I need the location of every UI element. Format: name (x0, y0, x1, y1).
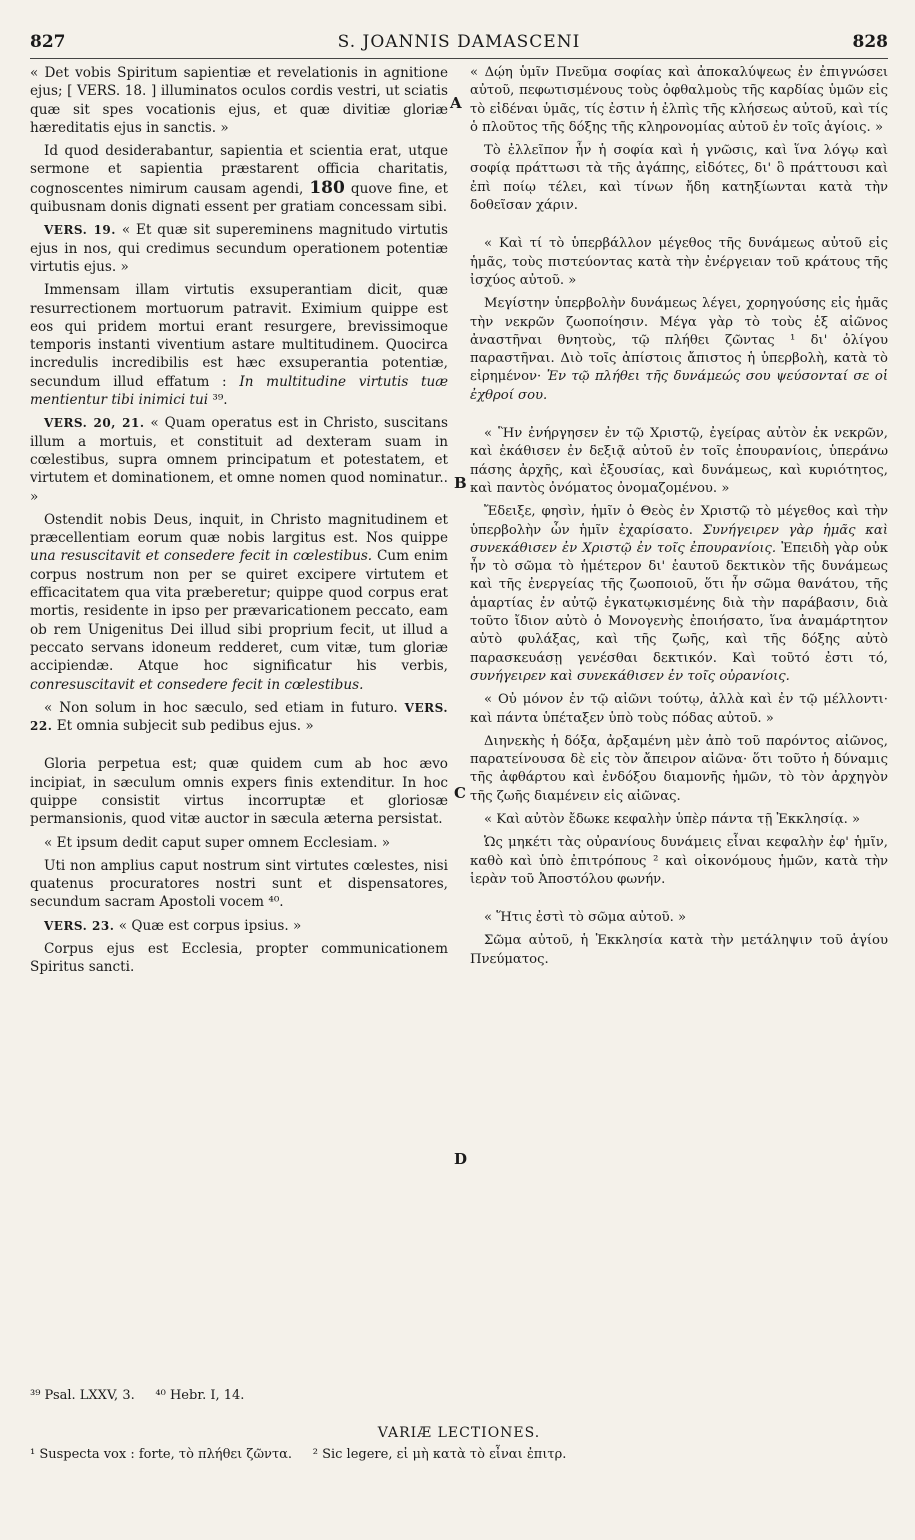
page (30, 28, 888, 1518)
latin-text: « Et quæ sit supereminens magnitudo virtutis ejus in nos, qui credimus secundum operationem potentiæ virtutis ejus. » (30, 222, 448, 275)
latin-text: Id quod desiderabantur, sapientia et scientia erat, utque sermone et sapientia præstarent officia charitatis, cognoscentes nimirum causam agendi, (30, 143, 448, 197)
greek-para: « Ἥτις ἐστὶ τὸ σῶμα αὐτοῦ. » (484, 910, 687, 926)
latin-column (30, 64, 448, 982)
verse-label: VERS. 19. (44, 223, 116, 238)
latin-para: « Det vobis Spiritum sapientiæ et revelationis in agnitione ejus; [ VERS. 18. ] illuminatos oculos cordis vestri, ut sciatis quæ sit spes vocationis ejus, et quæ divitiæ gloriæ hæreditatis ejus in sanctis. » (30, 65, 448, 136)
latin-text: « Quam operatus est in Christo, suscitans illum a mortuis, et constituit ad dexteram suam in cœlestibus, supra omnem principatum et potestatem, et virtutem et dominationem, et omne nomen quod nominatur.. » (30, 415, 448, 505)
page-number-left: 827 (30, 32, 66, 52)
variae-lectiones-heading: VARIÆ LECTIONES. (377, 1425, 541, 1441)
greek-para: Ὡς μηκέτι τὰς οὐρανίους δυνάμεις εἶναι κεφαλὴν ἐφ' ἡμῖν, καθὸ καὶ ὑπὸ ἐπιτρόπους ² καὶ οἰκονόμους ἡμῶν, κατὰ τὴν ἱερὰν τοῦ Ἀποστόλου φωνήν. (470, 835, 888, 887)
latin-para: Uti non amplius caput nostrum sint virtutes cœlestes, nisi quatenus procuratores nostri sunt et dispensatores, secundum sacram Apostoli vocem ⁴⁰. (30, 857, 448, 911)
greek-para (470, 503, 888, 686)
latin-text: Ostendit nobis Deus, inquit, in Christo magnitudinem et præcellentiam eorum quæ nobis largitus est. Nos quippe (30, 511, 448, 547)
footnote: ³⁹ Psal. LXXV, 3. (30, 1388, 135, 1403)
latin-text: Cum enim corpus nostrum non per se quiret excipere virtutem et efficacitatem qua vita præberetur; quippe quod corpus erat mortis, residente in ipso per prævaricationem peccato, eam ob rem Unigenitus Dei illud sibi proprium fecit, ut illud a peccato servans idoneum redderet, cum vitæ, tum gloriæ accipiendæ. Atque hoc significatur his verbis, (30, 548, 448, 675)
latin-text: « Quæ est corpus ipsius. » (118, 917, 302, 934)
greek-italic: Συνήγειρεν γὰρ ἡμᾶς καὶ συνεκάθισεν ἐν Χριστῷ ἐν τοῖς ἐπουρανίοις. (470, 522, 888, 556)
latin-italic: In multitudine virtutis tuæ mentientur tibi inimici tui (30, 373, 448, 409)
greek-para (470, 295, 888, 405)
greek-para: Τὸ ἐλλεῖπον ἦν ἡ σοφία καὶ ἡ γνῶσις, καὶ ἵνα λόγῳ καὶ σοφίᾳ πράττωσι τὰ τῆς ἀγάπης, εἰδότες, δι' ὃ πράττουσι καὶ ἐπὶ ποίῳ τέλει, καὶ τίνων ἤδη κατηξίωνται κατὰ τὴν δοθεῖσαν χάριν. (470, 143, 888, 214)
margin-marker-b: B (454, 474, 467, 492)
footnote-ref: ³⁹. (212, 392, 228, 409)
latin-para (30, 699, 448, 736)
greek-para: Διηνεκὴς ἡ δόξα, ἀρξαμένη μὲν ἀπὸ τοῦ παρόντος αἰῶνος, παρατείνουσα δὲ εἰς τὸν ἄπειρον αἰῶνα· ὅτι τοῦτο ἡ δύναμις τῆς ἀφθάρτου καὶ ἐνδόξου διαμονῆς ἡμῶν, τὸ τὸν ἀρχηγὸν τῆς ζωῆς διαμένειν εἰς αἰῶνας. (470, 733, 888, 804)
greek-para: « Καὶ αὐτὸν ἔδωκε κεφαλὴν ὑπὲρ πάντα τῇ Ἐκκλησίᾳ. » (484, 811, 861, 827)
greek-para: « Ἣν ἐνήργησεν ἐν τῷ Χριστῷ, ἐγείρας αὐτὸν ἐκ νεκρῶν, καὶ ἐκάθισεν ἐν δεξιᾷ αὐτοῦ ἐν τοῖς ἐπουρανίοις, ὑπεράνω πάσης ἀρχῆς, καὶ ἐξουσίας, καὶ δυνάμεως, καὶ κυριότητος, καὶ παντὸς ὀνόματος ὀνομαζομένου. » (470, 426, 888, 496)
greek-para: Σῶμα αὐτοῦ, ἡ Ἐκκλησία κατὰ τὴν μετάληψιν τοῦ ἁγίου Πνεύματος. (470, 933, 888, 967)
footnote-line (30, 1388, 888, 1403)
greek-text: Μεγίστην ὑπερβολὴν δυνάμεως λέγει, χορηγούσης εἰς ἡμᾶς τὴν νεκρῶν ζωοποίησιν. Μέγα γὰρ τὸ τοὺς ἐξ αἰῶνος ἀναστῆναι θνητοὺς, τῷ πλήθει ζῶντας ¹ δι' ὀλίγου παραστῆναι. Διὸ τοῖς ἀπίστοις ἄπιστος ἡ ὑπερβολὴ, κατὰ τὸ εἰρημένον· (470, 296, 888, 385)
greek-para: « Δῴη ὑμῖν Πνεῦμα σοφίας καὶ ἀποκαλύψεως ἐν ἐπιγνώσει αὐτοῦ, πεφωτισμένους τοὺς ὀφθαλμοὺς τῆς καρδίας ὑμῶν εἰς τὸ εἰδέναι ὑμᾶς, τίς ἐστιν ἡ ἐλπὶς τῆς κλήσεως αὐτοῦ, καὶ τίς ὁ πλοῦτος τῆς δόξης τῆς κληρονομίας αὐτοῦ ἐν τοῖς ἁγίοις. » (470, 65, 888, 135)
greek-text: Ἔδειξε, φησὶν, ἡμῖν ὁ Θεὸς ἐν Χριστῷ τὸ μέγεθος καὶ τὴν ὑπερβολὴν ὧν ἡμῖν ἐχαρίσατο. (470, 504, 888, 538)
margin-marker-c: C (454, 784, 466, 802)
page-number-right: 828 (852, 32, 888, 52)
variant-readings (30, 1447, 888, 1462)
running-header (30, 28, 888, 59)
latin-text: Et omnia subjecit sub pedibus ejus. » (56, 718, 314, 735)
latin-para (30, 414, 448, 505)
verse-label: VERS. 22. (30, 700, 449, 734)
latin-para: « Et ipsum dedit caput super omnem Ecclesiam. » (44, 834, 391, 851)
variant-reading: ¹ Suspecta vox : forte, τὸ πλήθει ζῶντα. (30, 1447, 293, 1462)
verse-label: VERS. 23. (44, 918, 115, 933)
latin-text: quove fine, et quibusnam donis dignati essent per gratiam concessam sibi. (30, 180, 448, 216)
latin-para: Corpus ejus est Ecclesia, propter communicationem Spiritus sancti. (30, 941, 448, 976)
latin-para (30, 281, 448, 409)
footnote: ⁴⁰ Hebr. I, 14. (155, 1388, 245, 1403)
latin-para: Gloria perpetua est; quæ quidem cum ab hoc ævo incipiat, in sæculum omnis expers finis extenditur. In hoc quippe consistit virtus incorruptæ et gloriosæ permansionis, quod vitæ auctor in sæcula æterna persistat. (30, 756, 448, 828)
latin-para (30, 142, 448, 216)
greek-column (470, 64, 888, 974)
latin-para (30, 221, 448, 276)
verse-label: VERS. 20, 21. (44, 416, 145, 431)
footnotes (30, 1388, 888, 1462)
running-title: S. JOANNIS DAMASCENI (337, 32, 581, 52)
margin-marker-d: D (454, 1150, 468, 1168)
latin-text: Immensam illam virtutis exsuperantiam dicit, quæ resurrectionem mortuorum patravit. Eximium quippe est eos qui pridem mortui erant resurgere, brevissimoque temporis instanti viventium astare multitudinem. Quocirca incredulis incredibilis est hæc exsuperantia potentiæ, secundum illud effatum : (30, 282, 448, 390)
greek-para: « Οὐ μόνον ἐν τῷ αἰῶνι τούτῳ, ἀλλὰ καὶ ἐν τῷ μέλλοντι· καὶ πάντα ὑπέταξεν ὑπὸ τοὺς πόδας αὐτοῦ. » (470, 692, 888, 726)
latin-para (30, 917, 448, 935)
column-number: 180 (309, 177, 345, 198)
latin-italic: una resuscitavit et consedere fecit in cœlestibus. (30, 548, 373, 565)
margin-marker-a: A (450, 94, 462, 112)
greek-para: « Καὶ τί τὸ ὑπερβάλλον μέγεθος τῆς δυνάμεως αὐτοῦ εἰς ἡμᾶς, τοὺς πιστεύοντας κατὰ τὴν ἐνέργειαν τοῦ κράτους τῆς ἰσχύος αὐτοῦ. » (470, 236, 888, 288)
latin-text: « Non solum in hoc sæculo, sed etiam in futuro. (44, 699, 398, 716)
greek-italic: συνήγειρεν καὶ συνεκάθισεν ἐν τοῖς οὐρανίοις. (470, 668, 790, 684)
greek-text: Ἐπειδὴ γὰρ οὐκ ἦν τὸ σῶμα τὸ ἡμέτερον δι' ἑαυτοῦ δεκτικὸν τῆς δυνάμεως καὶ τῆς ἐνεργείας τῆς ζωοποιοῦ, ὅτι ἦν σῶμα θανάτου, τῆς ἁμαρτίας ἐν αὐτῷ ἐγκατῳκισμένης διὰ τὴν παράβασιν, διὰ τοῦτο ἴδιον αὐτὸ ὁ Μονογενὴς ἐποιήσατο, ἵνα ἀναμάρτητον αὐτὸ φυλάξας, καὶ τῆς ζωῆς, καὶ τῆς δόξης αὐτὸ παρασκευάσῃ γενέσθαι δεκτικόν. Καὶ τοῦτό ἐστι τό, (470, 540, 888, 666)
latin-para (30, 511, 448, 694)
latin-italic: conresuscitavit et consedere fecit in cœlestibus. (30, 676, 364, 693)
text-columns (30, 64, 888, 1384)
greek-italic: Ἐν τῷ πλήθει τῆς δυνάμεώς σου ψεύσονταί σε οἱ ἐχθροί σου. (470, 369, 888, 403)
variant-reading: ² Sic legere, εἰ μὴ κατὰ τὸ εἶναι ἐπιτρ. (312, 1447, 567, 1462)
